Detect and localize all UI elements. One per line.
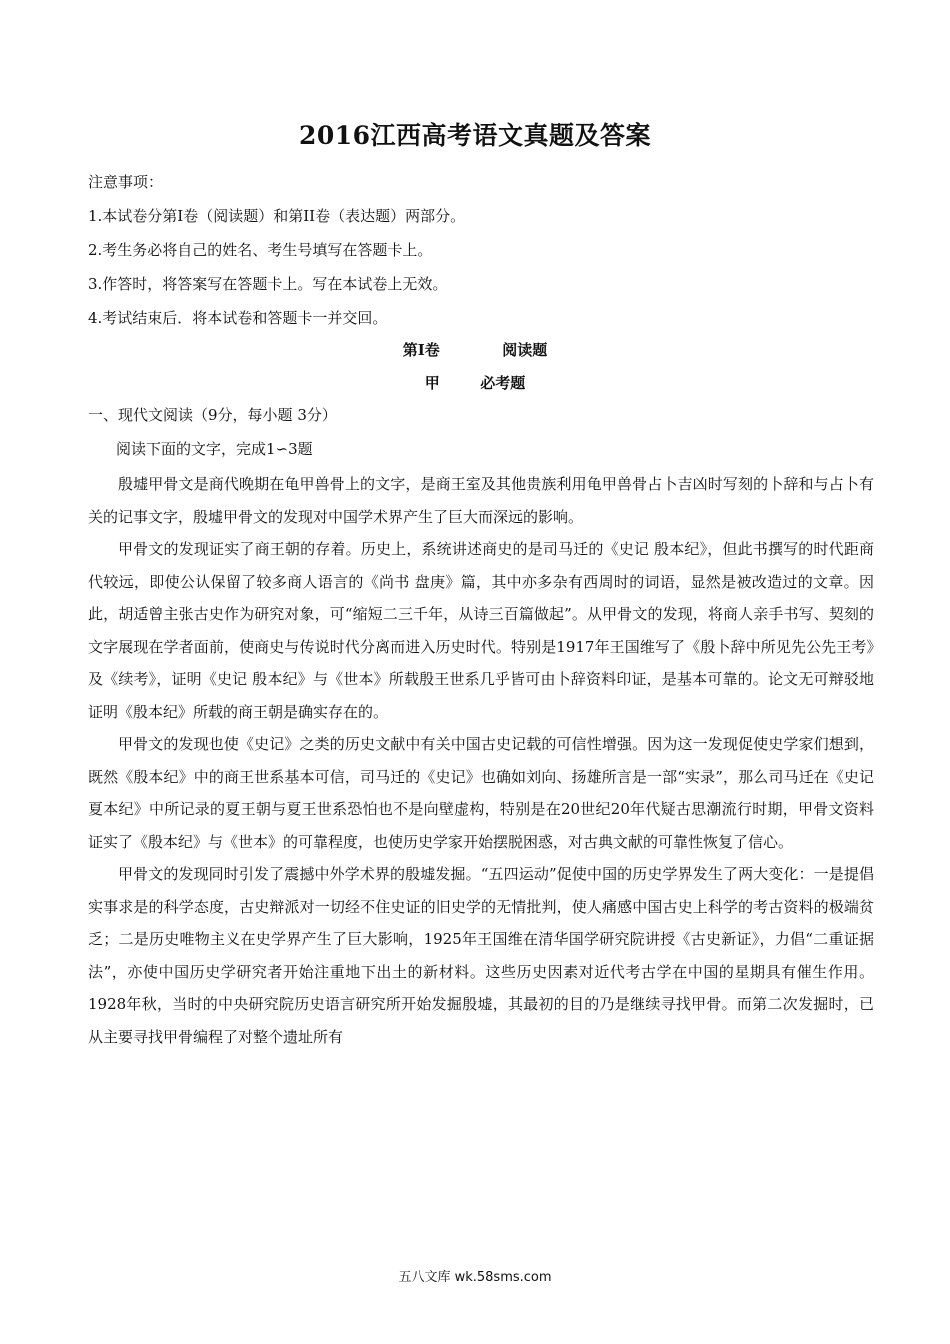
page-footer: 五八文库 wk.58sms.com bbox=[398, 1270, 552, 1285]
passage-paragraph: 殷墟甲骨文是商代晚期在龟甲兽骨上的文字，是商王室及其他贵族利用龟甲兽骨占卜吉凶时写刻的卜辞和与占卜有关的记事文字，殷墟甲骨文的发现对中国学术界产生了巨大而深远的影响。 bbox=[88, 475, 874, 526]
reading-passage bbox=[88, 468, 874, 1053]
document-title: 2016江西高考语文真题及答案 bbox=[298, 121, 652, 150]
notes-item: 4.考试结束后．将本试卷和答题卡一并交回。 bbox=[88, 309, 388, 327]
volume-heading bbox=[0, 339, 950, 360]
section-name: 必考题 bbox=[480, 374, 526, 392]
reading-instruction: 阅读下面的文字，完成1∽3题 bbox=[116, 440, 313, 458]
notes-heading: 注意事项： bbox=[88, 173, 164, 191]
passage-paragraph: 甲骨文的发现也使《史记》之类的历史文献中有关中国古史记载的可信性增强。因为这一发现促使史学家们想到，既然《殷本纪》中的商王世系基本可信，司马迁的《史记》也确如刘向、扬雄所言是一部“实录”，那么司马迁在《史记 夏本纪》中所记录的夏王朝与夏王世系恐怕也不是向壁虚构，特别是在20世纪20年代疑古思潮流行时期，甲骨文资料证实了《殷本纪》与《世本》的可靠程度，也使历史学家开始摆脱困惑，对古典文献的可靠性恢复了信心。 bbox=[88, 735, 874, 851]
section-heading bbox=[0, 372, 950, 393]
part-label: 一、现代文阅读（9分，每小题 3分） bbox=[88, 406, 337, 424]
passage-paragraph: 甲骨文的发现同时引发了震撼中外学术界的殷墟发掘。“五四运动”促使中国的历史学界发生了两大变化：一是提倡实事求是的科学态度，古史辩派对一切经不住史证的旧史学的无情批判，使人痛感中国古史上科学的考古资料的极端贫乏；二是历史唯物主义在史学界产生了巨大影响，1925年王国维在清华国学研究院讲授《古史新证》，力倡“二重证据法”，亦使中国历史学研究者开始注重地下出土的新材料。这些历史因素对近代考古学在中国的星期具有催生作用。1928年秋，当时的中央研究院历史语言研究所开始发掘殷墟，其最初的目的乃是继续寻找甲骨。而第二次发掘时，已从主要寻找甲骨编程了对整个遗址所有 bbox=[88, 865, 874, 1046]
volume-label: 第Ⅰ卷 bbox=[402, 341, 440, 359]
passage-paragraph: 甲骨文的发现证实了商王朝的存着。历史上，系统讲述商史的是司马迁的《史记 殷本纪》，但此书撰写的时代距商代较远，即使公认保留了较多商人语言的《尚书 盘庚》篇，其中亦多杂有西周时的词语，显然是被改造过的文章。因此，胡适曾主张古史作为研究对象，可“缩短二三千年，从诗三百篇做起”。从甲骨文的发现，将商人亲手书写、契刻的文字展现在学者面前，使商史与传说时代分离而进入历史时代。特别是1917年王国维写了《殷卜辞中所见先公先王考》及《续考》，证明《史记 殷本纪》与《世本》所载殷王世系几乎皆可由卜辞资料印证，是基本可靠的。论文无可辩驳地证明《殷本纪》所载的商王朝是确实存在的。 bbox=[88, 540, 874, 721]
notes-item: 1.本试卷分第Ⅰ卷（阅读题）和第II卷（表达题）两部分。 bbox=[88, 207, 466, 225]
volume-name: 阅读题 bbox=[502, 341, 548, 359]
notes-item: 3.作答时，将答案写在答题卡上。写在本试卷上无效。 bbox=[88, 275, 448, 293]
section-label: 甲 bbox=[424, 374, 440, 392]
notes-block bbox=[88, 172, 878, 342]
notes-item: 2.考生务必将自己的姓名、考生号填写在答题卡上。 bbox=[88, 241, 433, 259]
